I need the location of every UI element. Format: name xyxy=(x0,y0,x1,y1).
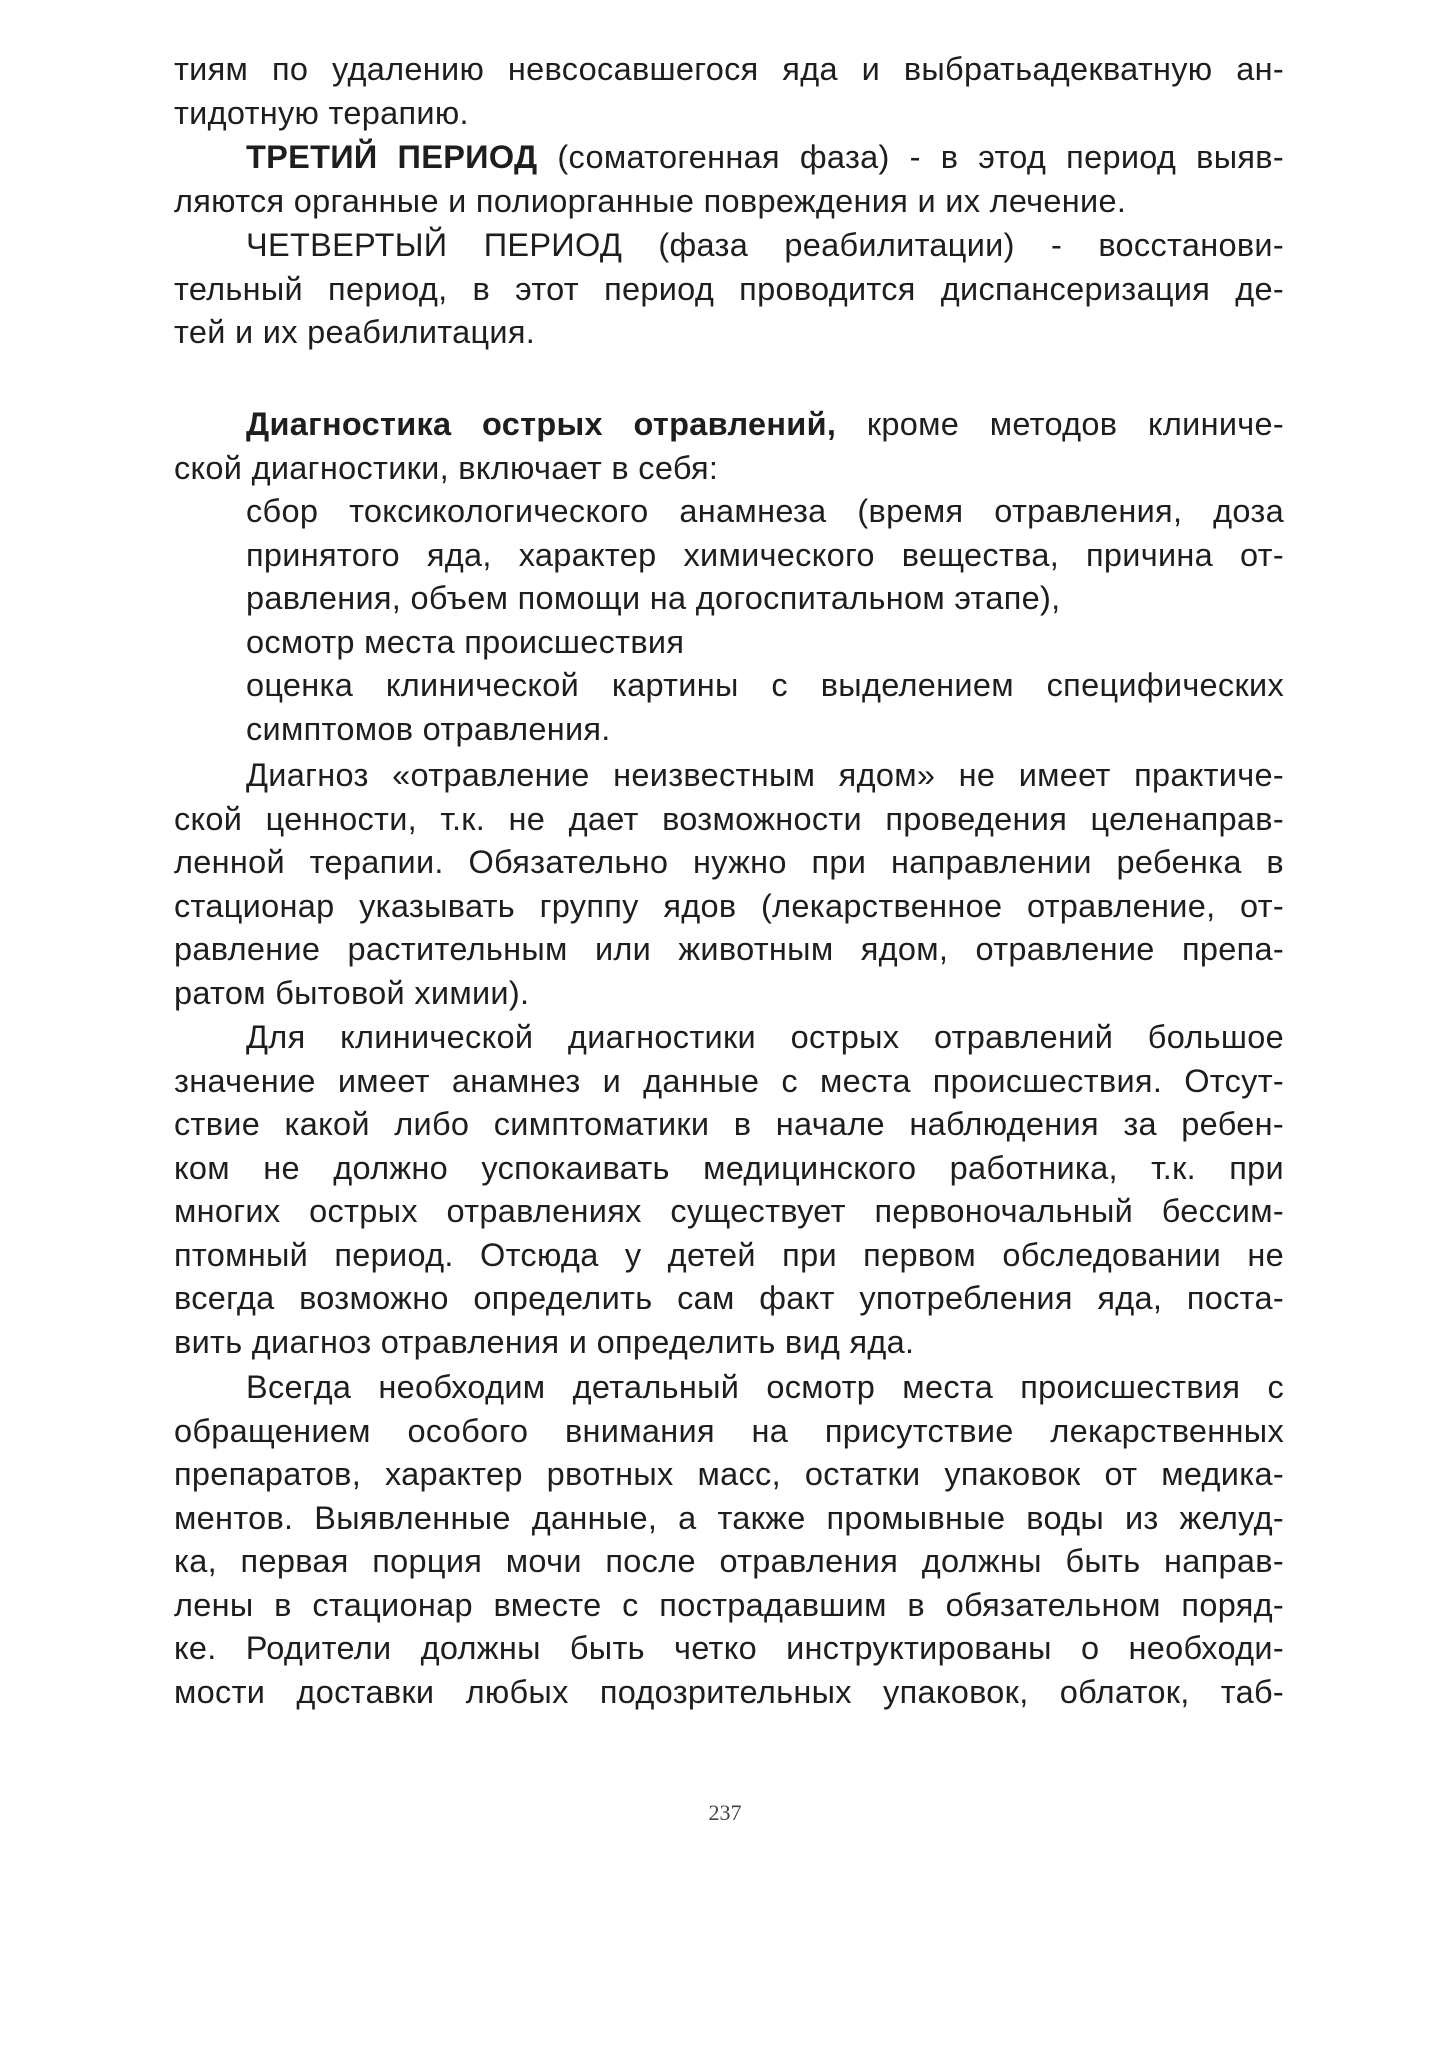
text-line: ленной терапии. Обязательно нужно при направлении ребенка в xyxy=(174,844,1284,880)
text-line: тельный период, в этот период проводится диспансеризация де- xyxy=(174,270,1284,307)
text-line xyxy=(174,136,1284,180)
paragraph-scene-inspection xyxy=(174,1366,1284,1714)
text-line: равления, объем помощи на догоспитальном этапе), xyxy=(246,580,1061,616)
section-lead: ЧЕТВЕРТЫЙ ПЕРИОД xyxy=(246,227,623,263)
text-line: ствие какой либо симптоматики в начале наблюдения за ребен- xyxy=(174,1106,1284,1142)
text-line: мости доставки любых подозрительных упаковок, облаток, таб- xyxy=(174,1673,1284,1710)
text-line: тидотную терапию. xyxy=(174,94,469,131)
diagnostics-list xyxy=(174,490,1284,751)
paragraph-third-period xyxy=(174,136,1284,223)
page-number: 237 xyxy=(708,1800,742,1825)
text-line: препаратов, характер рвотных масс, остатки упаковок от медика- xyxy=(174,1456,1284,1492)
paragraph-diagnostics xyxy=(174,403,1284,490)
text-line: Для клинической диагностики острых отравлений большое xyxy=(246,1019,1284,1055)
paragraph-fourth-period xyxy=(174,224,1284,355)
text-fragment: (фаза реабилитации) - восстанови- xyxy=(622,227,1284,263)
text-line xyxy=(174,403,1284,447)
text-line: ка, первая порция мочи после отравления должны быть направ- xyxy=(174,1543,1284,1579)
list-item xyxy=(174,621,1284,665)
text-line xyxy=(174,224,1284,268)
text-line: оценка клинической картины с выделением специфических xyxy=(246,667,1284,703)
text-line: тей и их реабилитация. xyxy=(174,314,536,350)
text-line: обращением особого внимания на присутствие лекарственных xyxy=(174,1412,1284,1449)
list-item xyxy=(174,490,1284,621)
text-line: вить диагноз отравления и определить вид яда. xyxy=(174,1323,915,1360)
text-line: осмотр места происшествия xyxy=(246,623,685,660)
text-line: ком не должно успокаивать медицинского работника, т.к. при xyxy=(174,1149,1284,1186)
text-line: равление растительным или животным ядом, отравление препа- xyxy=(174,931,1284,967)
text-fragment: (соматогенная фаза) - в этод период выяв- xyxy=(537,139,1284,175)
text-fragment: кроме методов клиниче- xyxy=(836,406,1285,442)
text-line: значение имеет анамнез и данные с места происшествия. Отсут- xyxy=(174,1062,1284,1099)
text-line: тиям по удалению невсосавшегося яда и выбратьадекватную ан- xyxy=(174,51,1284,87)
text-line: ской ценности, т.к. не дает возможности проведения целенаправ- xyxy=(174,800,1284,837)
text-line: Всегда необходим детальный осмотр места происшествия с xyxy=(246,1369,1284,1405)
paragraph-clinical-diagnostics xyxy=(174,1016,1284,1364)
text-line: сбор токсикологического анамнеза (время отравления, доза xyxy=(246,493,1284,529)
text-line: ментов. Выявленные данные, а также промывные воды из желуд- xyxy=(174,1499,1284,1536)
paragraph-diagnosis-unknown xyxy=(174,754,1284,1015)
bold-heading: Диагностика острых отравлений, xyxy=(246,406,837,442)
text-line: симптомов отравления. xyxy=(246,710,611,747)
text-line: стационар указывать группу ядов (лекарственное отравление, от- xyxy=(174,887,1284,924)
section-lead: ТРЕТИЙ ПЕРИОД xyxy=(246,139,538,175)
paragraph-intro xyxy=(174,48,1284,135)
text-line: ратом бытовой химии). xyxy=(174,974,530,1011)
text-line: лены в стационар вместе с пострадавшим в обязательном поряд- xyxy=(174,1586,1284,1623)
text-line: Диагноз «отравление неизвестным ядом» не имеет практиче- xyxy=(246,757,1284,793)
text-line: ляются органные и полиорганные повреждения и их лечение. xyxy=(174,182,1127,219)
text-line: всегда возможно определить сам факт употребления яда, поста- xyxy=(174,1280,1284,1316)
text-line: многих острых отравлениях существует первоночальный бессим- xyxy=(174,1193,1284,1229)
list-item xyxy=(174,664,1284,751)
text-line: ке. Родители должны быть четко инструктированы о необходи- xyxy=(174,1630,1284,1666)
text-line: птомный период. Отсюда у детей при первом обследовании не xyxy=(174,1236,1284,1273)
text-line: ской диагностики, включает в себя: xyxy=(174,449,719,486)
text-line: принятого яда, характер химического вещества, причина от- xyxy=(246,536,1284,573)
